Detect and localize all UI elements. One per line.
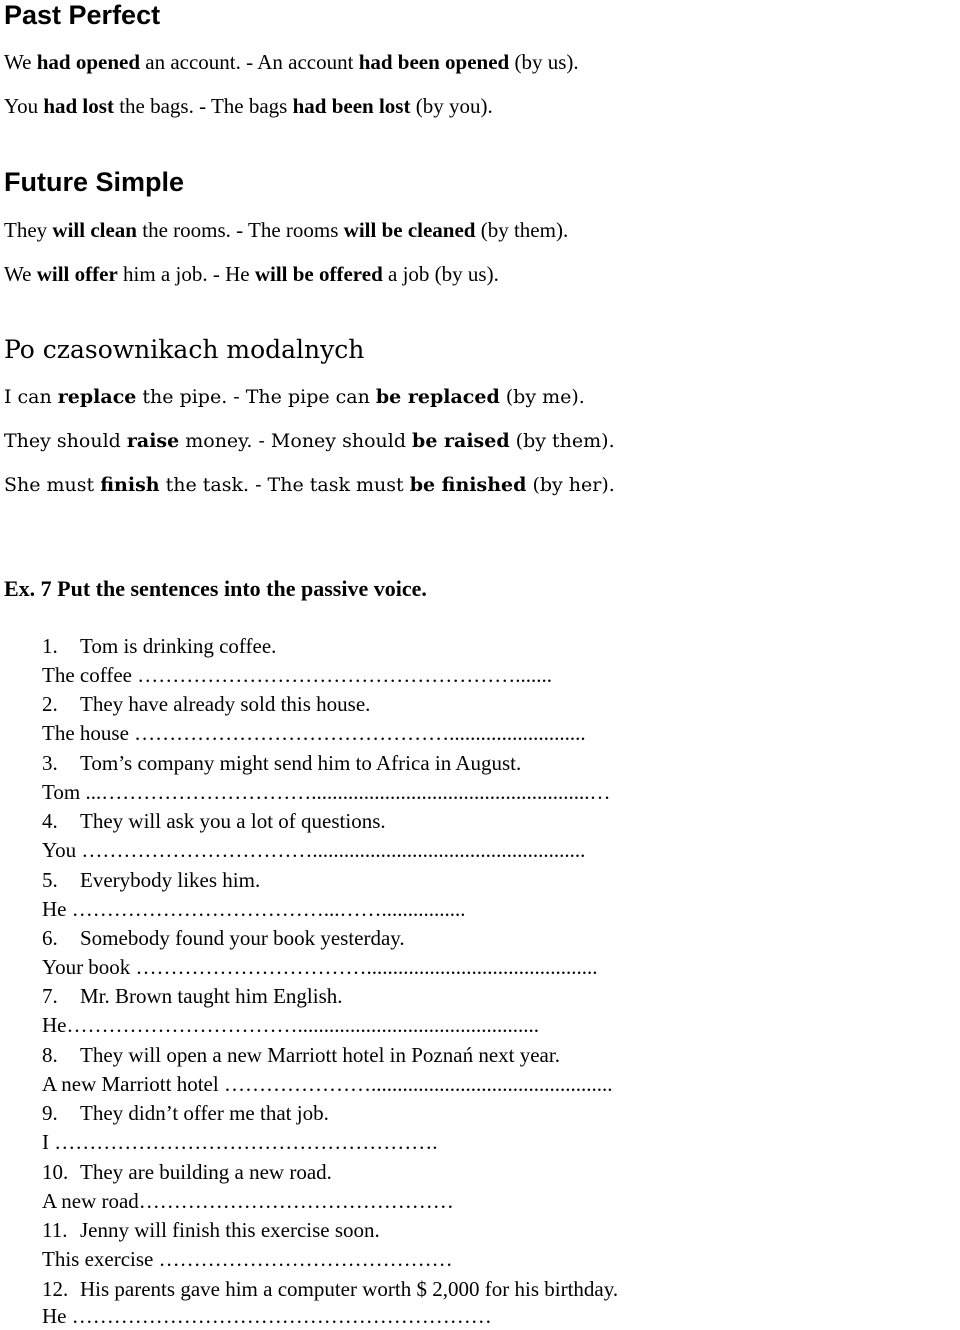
example-text: (by them). [509, 430, 615, 452]
verb-form: had lost [43, 94, 114, 118]
example-line [4, 262, 499, 287]
verb-form: will clean [52, 218, 137, 242]
heading-past-perfect: Past Perfect [4, 0, 161, 30]
exercise-sentence: 2. They have already sold this house. [42, 692, 371, 716]
answer-blank[interactable]: Your book ……………………………............................................ [42, 955, 598, 979]
answer-blank[interactable]: He ………………………………...……................ [42, 897, 466, 921]
exercise-sentence: 5. Everybody likes him. [42, 868, 261, 892]
exercise-sentence: 8. They will open a new Marriott hotel in Poznań next year. [42, 1043, 560, 1067]
example-text: the pipe. - The pipe can [136, 386, 376, 408]
example-text: the rooms. - The rooms [136, 218, 344, 242]
exercise-sentence: 3. Tom’s company might send him to Africa in August. [42, 751, 522, 775]
example-line [4, 50, 579, 75]
example-text: (by them). [475, 218, 569, 242]
verb-form: be replaced [375, 386, 500, 408]
answer-blank[interactable]: You …………………………….................................................... [42, 838, 586, 862]
exercise-sentence: 9. They didn’t offer me that job. [42, 1101, 329, 1125]
example-text: (by me). [499, 386, 585, 408]
example-text: We [4, 50, 37, 74]
heading-future-simple: Future Simple [4, 167, 185, 197]
heading-modal-verbs: Po czasownikach modalnych [4, 335, 365, 364]
exercise-sentence: 7. Mr. Brown taught him English. [42, 984, 343, 1008]
verb-form: had opened [36, 50, 141, 74]
example-line [4, 218, 568, 243]
example-text: the task. - The task must [159, 474, 410, 496]
answer-blank[interactable]: A new Marriott hotel ………………….............................................. [42, 1072, 613, 1096]
example-text: (by you). [410, 94, 493, 118]
example-line [4, 386, 585, 408]
example-text: (by us). [509, 50, 579, 74]
answer-blank[interactable]: Tom ...………………………….....................................................… [42, 780, 611, 804]
verb-form: will offer [36, 262, 118, 286]
exercise-title: Ex. 7 Put the sentences into the passive voice. [4, 576, 427, 601]
exercise-sentence: 12. His parents gave him a computer worth $ 2,000 for his birthday. [42, 1277, 619, 1301]
verb-form: be raised [412, 430, 510, 452]
verb-form: raise [126, 430, 180, 452]
example-text: They [4, 218, 53, 242]
exercise-sentence: 10. They are building a new road. [42, 1160, 332, 1184]
example-text: You [4, 94, 44, 118]
example-text: him a job. - He [117, 262, 255, 286]
example-text: a job (by us). [382, 262, 499, 286]
example-text: (by her). [526, 474, 615, 496]
answer-blank[interactable]: This exercise …………………………………… [42, 1247, 453, 1271]
exercise-sentence: 1. Tom is drinking coffee. [42, 634, 277, 658]
answer-blank[interactable]: The house ……………………………………….......................... [42, 721, 586, 745]
example-line [4, 430, 615, 452]
example-text: the bags. - The bags [113, 94, 293, 118]
verb-form: will be cleaned [343, 218, 476, 242]
example-text: money. - Money should [179, 430, 413, 452]
example-text: an account. - An account [140, 50, 359, 74]
answer-blank[interactable]: The coffee ………………………………………………....... [42, 663, 552, 687]
exercise-sentence: 11. Jenny will finish this exercise soon. [42, 1218, 380, 1242]
verb-form: finish [100, 474, 160, 496]
answer-blank[interactable]: I ………………………………………………. [42, 1130, 438, 1154]
verb-form: be finished [409, 474, 527, 496]
example-line [4, 94, 493, 119]
verb-form: had been opened [358, 50, 510, 74]
example-line [4, 474, 615, 496]
exercise-sentence: 6. Somebody found your book yesterday. [42, 926, 405, 950]
example-text: She must [4, 474, 101, 496]
verb-form: replace [57, 386, 137, 408]
answer-blank[interactable]: He…………………………….............................................. [42, 1013, 539, 1037]
answer-blank[interactable]: A new road……………………………………… [42, 1189, 454, 1213]
exercise-sentence: 4. They will ask you a lot of questions. [42, 809, 386, 833]
example-text: I can [4, 386, 58, 408]
answer-blank[interactable]: He …………………………………………………… [42, 1304, 492, 1328]
verb-form: will be offered [254, 262, 383, 286]
verb-form: had been lost [292, 94, 411, 118]
example-text: We [4, 262, 37, 286]
example-text: They should [4, 430, 127, 452]
